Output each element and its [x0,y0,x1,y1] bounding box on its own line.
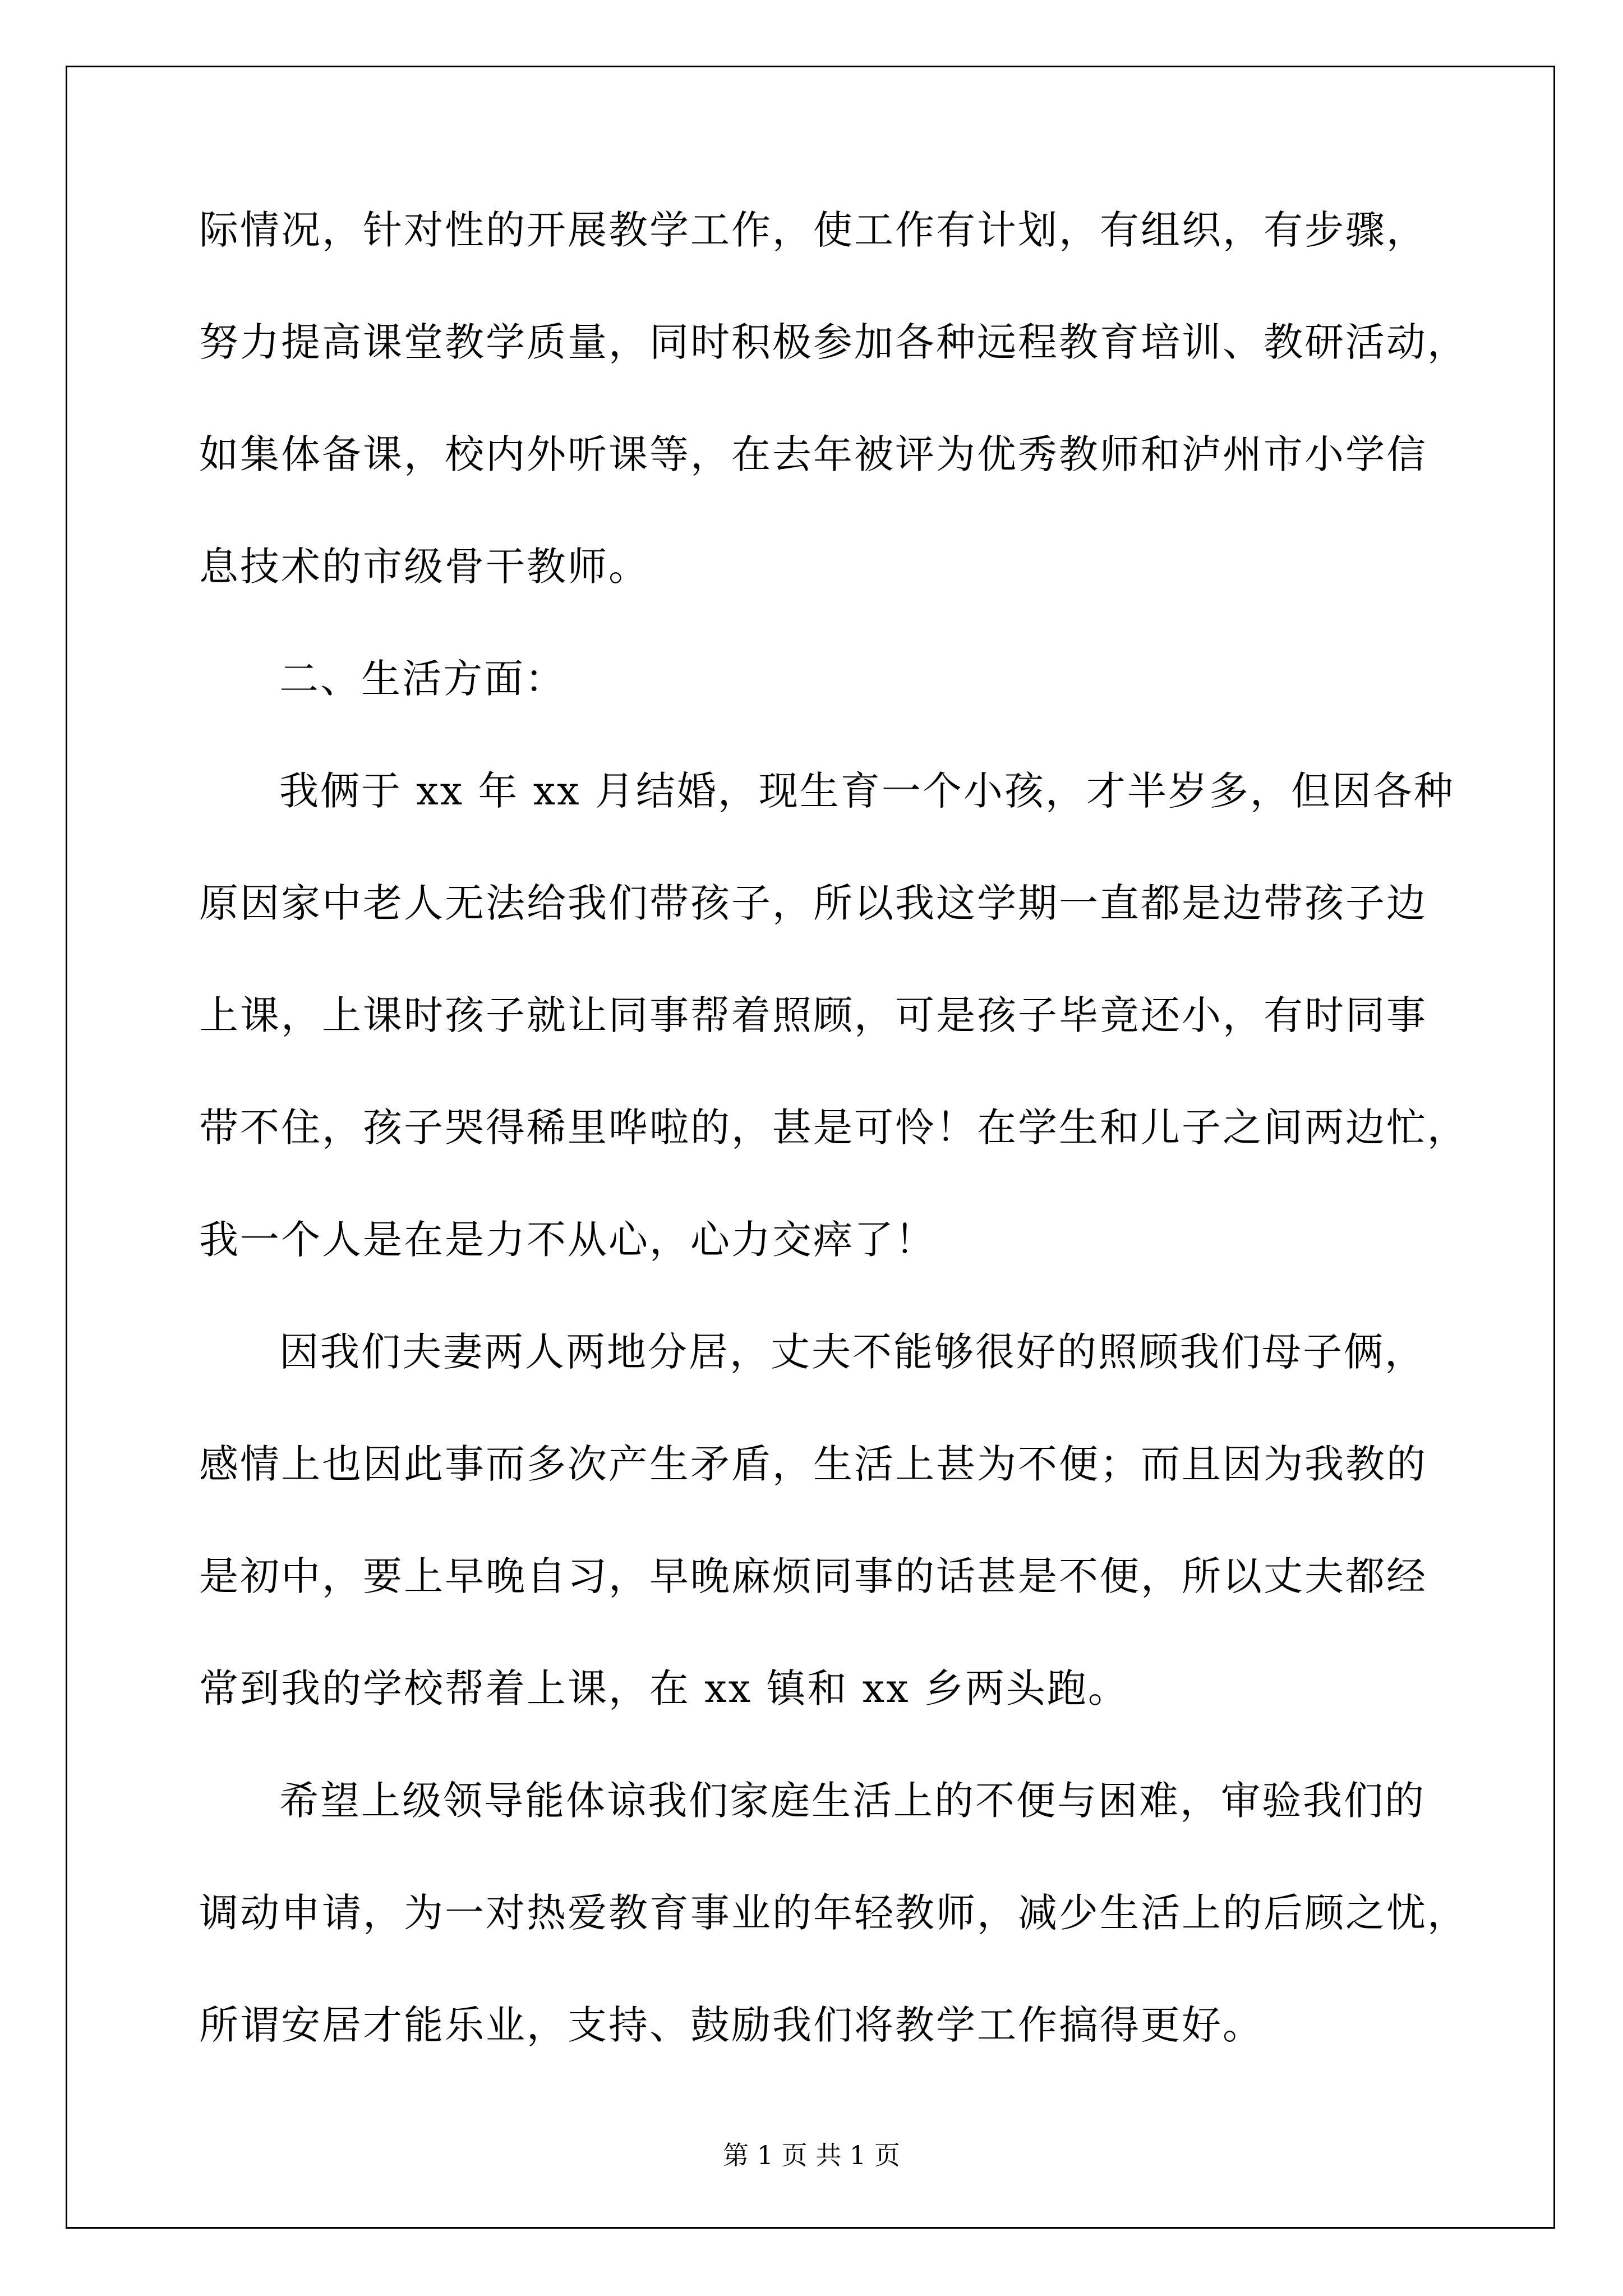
body-text-line: 因我们夫妻两人两地分居，丈夫不能够很好的照顾我们母子俩， [279,1329,1426,1375]
section-heading: 二、生活方面： [279,656,566,702]
body-text-line: 努力提高课堂教学质量，同时积极参加各种远程教育培训、教研活动， [199,319,1468,365]
page-number-footer: 第 1 页 共 1 页 [723,2140,900,2170]
body-text-line: 希望上级领导能体谅我们家庭生活上的不便与困难，审验我们的 [279,1778,1426,1824]
body-text-line: 调动申请，为一对热爱教育事业的年轻教师，减少生活上的后顾之忧， [199,1890,1468,1936]
body-text-line: 我俩于 xx 年 xx 月结婚，现生育一个小孩，才半岁多，但因各种 [279,768,1455,814]
body-text-line: 际情况，针对性的开展教学工作，使工作有计划，有组织，有步骤， [199,207,1427,253]
body-text-line: 是初中，要上早晚自习，早晚麻烦同事的话甚是不便，所以丈夫都经 [199,1553,1427,1599]
body-text-line: 常到我的学校帮着上课，在 xx 镇和 xx 乡两头跑。 [199,1665,1129,1711]
body-text-line: 感情上也因此事而多次产生矛盾，生活上甚为不便；而且因为我教的 [199,1441,1427,1487]
body-text-line: 原因家中老人无法给我们带孩子，所以我这学期一直都是边带孩子边 [199,880,1427,926]
body-text-line: 我一个人是在是力不从心，心力交瘁了！ [199,1217,936,1263]
body-text-line: 带不住，孩子哭得稀里哗啦的，甚是可怜！在学生和儿子之间两边忙， [199,1105,1468,1151]
body-text-line: 上课，上课时孩子就让同事帮着照顾，可是孩子毕竟还小，有时同事 [199,992,1427,1038]
body-text-line: 所谓安居才能乐业，支持、鼓励我们将教学工作搞得更好。 [199,2002,1264,2048]
body-text-line: 如集体备课，校内外听课等，在去年被评为优秀教师和泸州市小学信 [199,431,1427,477]
body-text-line: 息技术的市级骨干教师。 [199,544,649,590]
